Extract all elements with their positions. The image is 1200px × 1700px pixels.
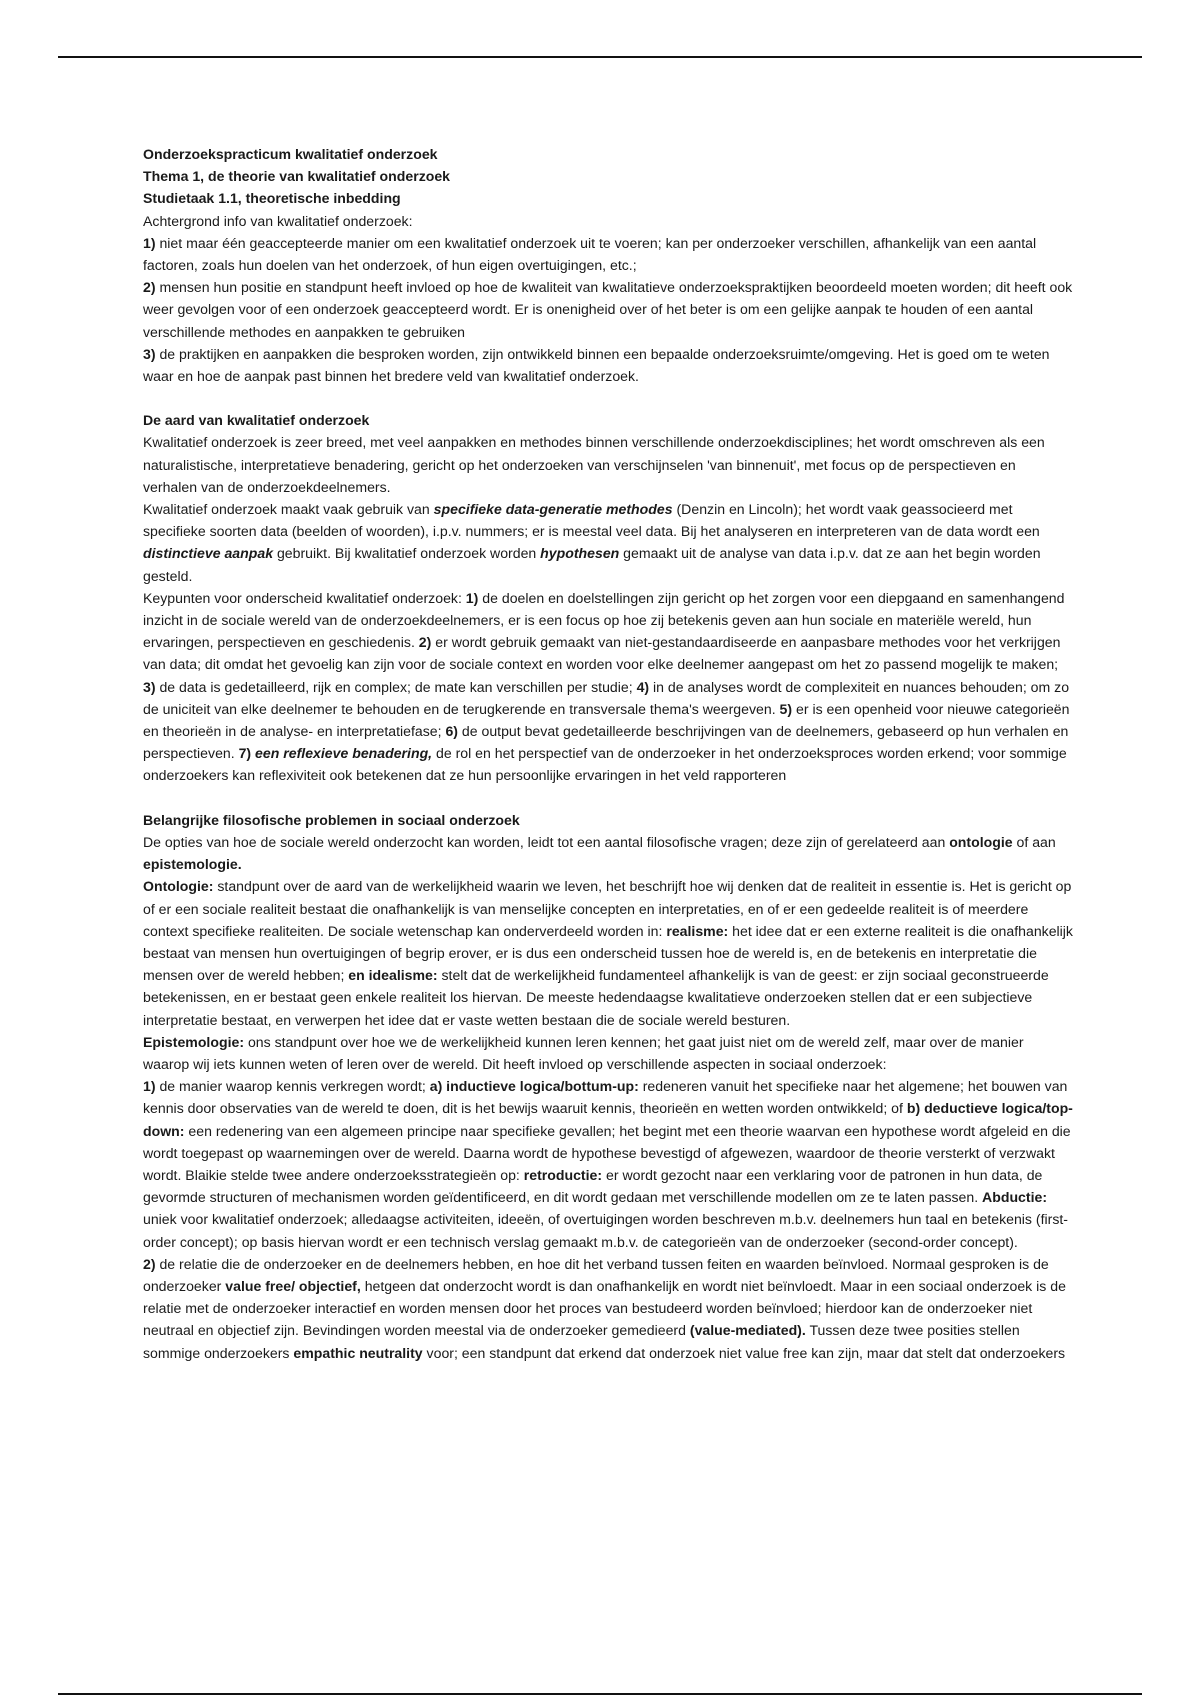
header-rule (58, 56, 1142, 58)
section2-epistemologie: Epistemologie: ons standpunt over hoe we de werkelijkheid kunnen leren kennen; het gaat juist niet om de wereld zelf, maar over de manier waarop wij iets kunnen weten of leren over de wereld. Dit heeft invloed op verschillende aspecten in sociaal onderzoek: (143, 1033, 1024, 1072)
section2-para1: De opties van hoe de sociale wereld onderzocht kan worden, leidt tot een aantal filosofische vragen; deze zijn of gerelateerd aan ontologie of aan epistemologie. (143, 833, 1056, 873)
section1-para2: Kwalitatief onderzoek maakt vaak gebruik van specifieke data-generatie methodes (Denzin en Lincoln); het wordt vaak geassocieerd met specifieke soorten data (beelden of woorden), i.p.v. nummers; er is meestal veel data. Bij het analyseren en interpreteren van de data wordt een distinctieve aanpak gebruikt. Bij kwalitatief onderzoek worden hypothesen gemaakt uit de analyse van data i.p.v. dat ze aan het begin worden gesteld. (143, 501, 1041, 584)
intro-point-1: 1) niet maar één geaccepteerde manier om een kwalitatief onderzoek uit te voeren; kan per onderzoeker verschillen, afhankelijk van een aantal factoren, zoals hun doelen van het onderzoek, of hun eigen overtuigingen, etc.; (143, 234, 1037, 274)
document-body (143, 143, 1073, 1364)
intro-lead: Achtergrond info van kwalitatief onderzoek: (143, 212, 413, 229)
doc-title-line-3: Studietaak 1.1, theoretische inbedding (143, 190, 401, 207)
section2-ontologie: Ontologie: standpunt over de aard van de werkelijkheid waarin we leven, het beschrijft hoe wij denken dat de realiteit in essentie is. Het is gericht op of er een sociale realiteit bestaat die onafhankelijk is van menselijke concepten en interpretaties, en of er een gedeelde realiteit is of meerdere context specifieke realiteiten. De sociale wetenschap kan onderverdeeld worden in: realisme: het idee dat er een externe realiteit is die onafhankelijk bestaat van mensen hun overtuigingen of begrip erover, er is dus een onderscheid tussen hoe de wereld is, en de betekenis en interpretatie die mensen over de wereld hebben; en idealisme: stelt dat de werkelijkheid fundamenteel afhankelijk is van de geest: er zijn sociaal geconstrueerde betekenissen, en er bestaat geen enkele realiteit los hiervan. De meeste hedendaagse kwalitatieve onderzoeken stellen dat er een subjectieve interpretatie bestaat, en verwerpen het idee dat er vaste wetten bestaan die de sociale wereld besturen. (143, 878, 1073, 1028)
doc-title-line-1: Onderzoekspracticum kwalitatief onderzoek (143, 146, 438, 162)
intro-point-2: 2) mensen hun positie en standpunt heeft invloed op hoe de kwaliteit van kwalitatieve onderzoekspraktijken beoordeeld moeten worden; dit heeft ook weer gevolgen voor of een onderzoek geaccepteerd wordt. Er is onenigheid over of het beter is om een gelijke aanpak te houden of een aantal verschillende methodes en aanpakken te gebruiken (143, 279, 1073, 340)
section2-epi-point-1: 1) de manier waarop kennis verkregen wordt; a) inductieve logica/bottum-up: redeneren vanuit het specifieke naar het algemene; het bouwen van kennis door observaties van de wereld te doen, dit is het bewijs waaruit kennis, theorieën en wetten worden ontwikkeld; of b) deductieve logica/top-down: een redenering van een algemeen principe naar specifieke gevallen; het begint met een theorie waarvan een hypothese wordt afgeleid en die wordt toegepast op waarnemingen over de wereld. Daarna wordt de hypothese bevestigd of afgewezen, waardoor de theorie versterkt of verzwakt wordt. Blaikie stelde twee andere onderzoeksstrategieën op: retroductie: er wordt gezocht naar een verklaring voor de patronen in hun data, de gevormde structuren of mechanismen worden geïdentificeerd, en dit wordt gedaan met verschillende modellen om ze te laten passen. Abductie: uniek voor kwalitatief onderzoek; alledaagse activiteiten, ideeën, of overtuigingen worden beschreven m.b.v. deelnemers hun taal en betekenis (first-order concept); op basis hiervan wordt er een technisch verslag gemaakt m.b.v. de categorieën van de onderzoeker (second-order concept). (143, 1078, 1073, 1250)
intro-point-3: 3) de praktijken en aanpakken die besproken worden, zijn ontwikkeld binnen een bepaalde onderzoeksruimte/omgeving. Het is goed om te weten waar en hoe de aanpak past binnen het bredere veld van kwalitatief onderzoek. (143, 345, 1050, 385)
section-heading-filosofie: Belangrijke filosofische problemen in sociaal onderzoek (143, 811, 520, 828)
section1-keypoints: Keypunten voor onderscheid kwalitatief onderzoek: 1) de doelen en doelstellingen zijn gericht op het zorgen voor een diepgaand en samenhangend inzicht in de sociale wereld van de onderzoekdeelnemers, er is een focus op hoe zij betekenis geven aan hun sociale en materiële wereld, hun ervaringen, perspectieven en geschiedenis. 2) er wordt gebruik gemaakt van niet-gestandaardiseerde en aanpasbare methodes voor het verkrijgen van data; dit omdat het gevoelig kan zijn voor de sociale context en worden voor elke deelnemer aangepast om het zo passend mogelijk te maken; 3) de data is gedetailleerd, rijk en complex; de mate kan verschillen per studie; 4) in de analyses wordt de complexiteit en nuances behouden; om zo de uniciteit van elke deelnemer te behouden en de terugkerende en transversale thema's weergeven. 5) er is een openheid voor nieuwe categorieën en theorieën in de analyse- en interpretatiefase; 6) de output bevat gedetailleerde beschrijvingen van de deelnemers, gebaseerd op hun verhalen en perspectieven. 7) een reflexieve benadering, de rol en het perspectief van de onderzoeker in het onderzoeksproces worden erkend; voor sommige onderzoekers kan reflexiviteit ook betekenen dat ze hun persoonlijke ervaringen in het veld rapporteren (143, 589, 1070, 784)
footer-rule (58, 1693, 1142, 1695)
section2-epi-point-2: 2) de relatie die de onderzoeker en de deelnemers hebben, en hoe dit het verband tussen feiten en waarden beïnvloed. Normaal gesproken is de onderzoeker value free/ objectief, hetgeen dat onderzocht wordt is dan onafhankelijk en wordt niet beïnvloedt. Maar in een sociaal onderzoek is de relatie met de onderzoeker interactief en worden mensen door het proces van bestudeerd worden beïnvloed; hierdoor kan de onderzoeker niet neutraal en objectief zijn. Bevindingen worden meestal via de onderzoeker gemedieerd (value-mediated). Tussen deze twee posities stellen sommige onderzoekers empathic neutrality voor; een standpunt dat erkend dat onderzoek niet value free kan zijn, maar dat stelt dat onderzoekers (143, 1255, 1066, 1361)
section-heading-aard: De aard van kwalitatief onderzoek (143, 412, 370, 429)
doc-title-line-2: Thema 1, de theorie van kwalitatief onderzoek (143, 168, 451, 185)
section1-para1: Kwalitatief onderzoek is zeer breed, met veel aanpakken en methodes binnen verschillende onderzoekdisciplines; het wordt omschreven als een naturalistische, interpretatieve benadering, gericht op het onderzoeken van verschijnselen 'van binnenuit', met focus op de perspectieven en verhalen van de onderzoekdeelnemers. (143, 434, 1045, 495)
